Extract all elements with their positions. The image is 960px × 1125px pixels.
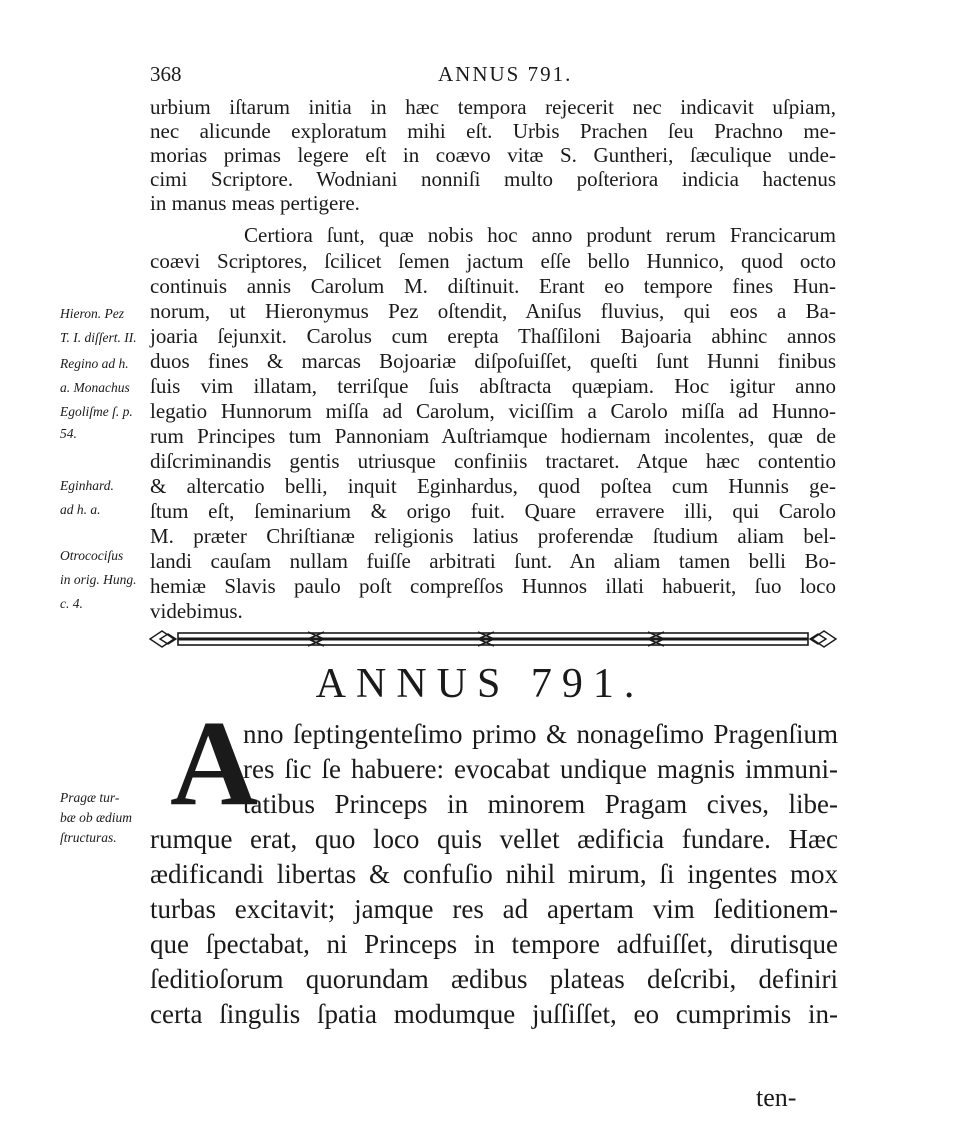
text-line: certa ſingulis ſpatia modumque juſſiſſet, eo cumprimis in- <box>150 999 838 1029</box>
text-line: in manus meas pertigere. <box>150 191 360 215</box>
running-head: ANNUS 791. <box>438 62 573 86</box>
text-line: M. præter Chriſtianæ religionis latius proferendæ ſtudium aliam bel- <box>150 524 836 548</box>
section-heading: ANNUS 791. <box>315 661 645 707</box>
text-line: res ſic ſe habuere: evocabat undique magnis immuni- <box>243 754 838 784</box>
margin-note: c. 4. <box>60 596 83 611</box>
margin-note: in orig. Hung. <box>60 572 137 587</box>
margin-note: Egoliſme ſ. p. <box>60 404 133 419</box>
text-line: nec alicunde exploratum mihi eſt. Urbis Prachen ſeu Prachno me- <box>150 119 836 143</box>
text-line: urbium iſtarum initia in hæc tempora rejecerit nec indicavit uſpiam, <box>150 95 836 119</box>
margin-note: 54. <box>60 426 77 441</box>
text-line: Certiora ſunt, quæ nobis hoc anno produnt rerum Francicarum <box>244 223 836 247</box>
text-line: que ſpectabat, ni Princeps in tempore adfuiſſet, dirutisque <box>150 929 838 959</box>
margin-note: T. I. diſſert. II. <box>60 330 137 345</box>
text-line: rumque erat, quo loco quis vellet ædificia fundare. Hæc <box>150 824 838 854</box>
text-line: diſcriminandis gentis utriusque confiniis tractaret. Atque hæc contentio <box>150 449 836 473</box>
margin-note: Otrocociſus <box>60 548 124 563</box>
text-line: cimi Scriptore. Wodniani nonniſi multo poſteriora indicia hactenus <box>150 167 836 191</box>
text-line: joaria ſejunxit. Carolus cum erepta Thaſſiloni Bajoaria abhinc annos <box>150 324 836 348</box>
margin-note: Regino ad h. <box>60 356 129 371</box>
text-line: morias primas legere eſt in coævo vitæ S. Guntheri, ſæculique unde- <box>150 143 836 167</box>
margin-note: Pragæ tur- <box>60 790 120 805</box>
text-line: nno ſeptingenteſimo primo & nonageſimo Pragenſium <box>243 719 838 749</box>
page-number: 368 <box>150 62 182 86</box>
text-line: videbimus. <box>150 599 243 623</box>
text-line: ſtum eſt, ſeminarium & origo fuit. Quare erravere illi, qui Carolo <box>150 499 836 523</box>
ornamental-divider-icon <box>148 628 838 650</box>
text-line: & altercatio belli, inquit Eginhardus, quod poſtea cum Hunnis ge- <box>150 474 836 498</box>
margin-note: ſtructuras. <box>60 830 117 845</box>
text-line: turbas excitavit; jamque res ad apertam vim ſeditionem- <box>150 894 838 924</box>
catchword: ten- <box>756 1083 797 1112</box>
text-line: ſuis vim illatam, terriſque ſuis abſtracta quæpiam. Hoc igitur anno <box>150 374 836 398</box>
text-line: coævi Scriptores, ſcilicet ſemen jactum eſſe bello Hunnico, quod octo <box>150 249 836 273</box>
margin-note: Hieron. Pez <box>60 306 124 321</box>
drop-cap: A <box>170 696 259 831</box>
text-line: continuis annis Carolum M. diſtinuit. Erant eo tempore fines Hun- <box>150 274 836 298</box>
margin-note: Eginhard. <box>60 478 114 493</box>
text-line: rum Principes tum Pannoniam Auſtriamque hodiernam incolentes, quæ de <box>150 424 836 448</box>
text-line: hemiæ Slavis paulo poſt compreſſos Hunnos illati habuerit, ſuo loco <box>150 574 836 598</box>
text-line: tatibus Princeps in minorem Pragam cives, libe- <box>243 789 838 819</box>
text-line: duos fines & marcas Bojoariæ diſpoſuiſſet, queſti ſunt Hunni finibus <box>150 349 836 373</box>
text-line: legatio Hunnorum miſſa ad Carolum, viciſſim a Carolo miſſa ad Hunno- <box>150 399 836 423</box>
text-line: landi cauſam nullam fuiſſe arbitrati ſunt. An aliam tamen belli Bo- <box>150 549 836 573</box>
text-line: ſeditioſorum quorundam ædibus plateas deſcribi, definiri <box>150 964 838 994</box>
text-line: norum, ut Hieronymus Pez oſtendit, Aniſus fluvius, qui eos a Ba- <box>150 299 836 323</box>
margin-note: ad h. a. <box>60 502 101 517</box>
margin-note: a. Monachus <box>60 380 130 395</box>
margin-note: bæ ob ædium <box>60 810 133 825</box>
text-line: ædificandi libertas & confuſio nihil mirum, ſi ingentes mox <box>150 859 838 889</box>
